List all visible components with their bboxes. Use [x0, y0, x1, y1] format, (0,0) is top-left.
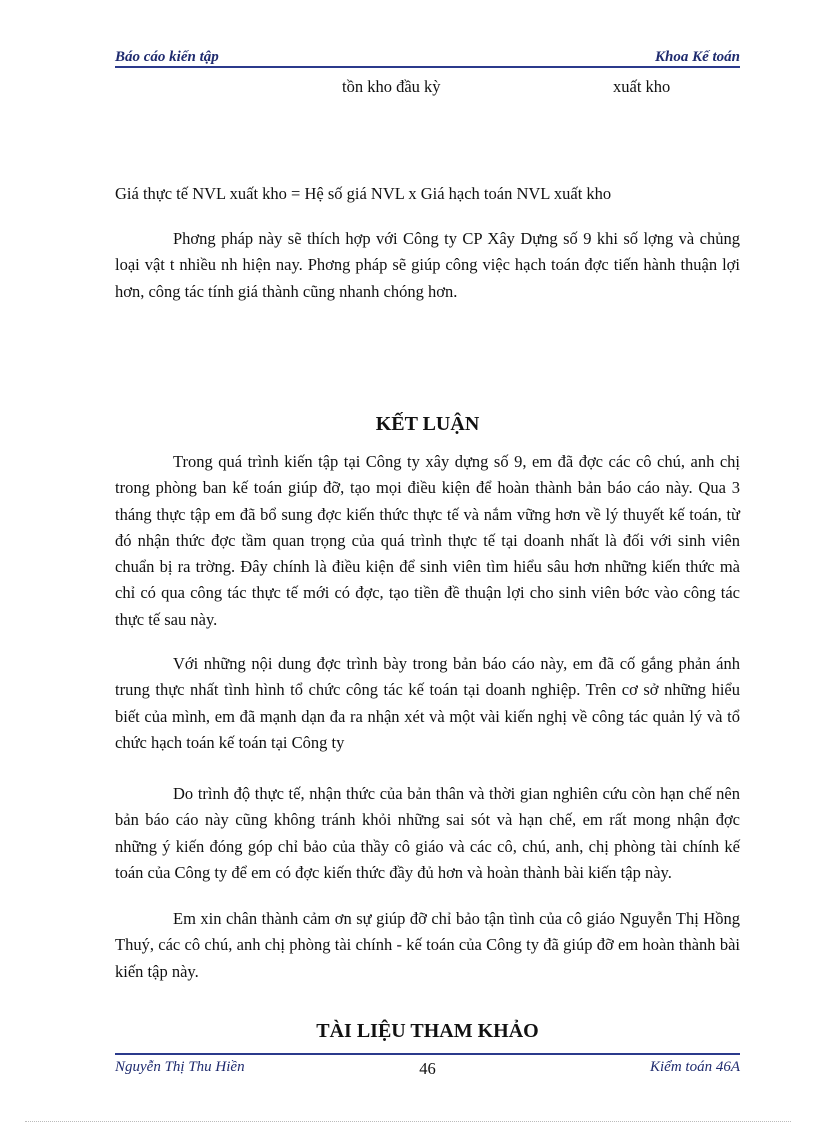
- footer-class: Kiểm toán 46A: [650, 1059, 740, 1075]
- conclusion-paragraph-1: Trong quá trình kiến tập tại Công ty xây dựng số 9, em đã đợc các cô chú, anh chị trong phòng ban kế toán giúp đỡ, tạo mọi điều kiện để hoàn thành bản báo cáo này. Qua 3 tháng thực tập em đã bổ sung đợc kiến thức thực tế và nắm vững hơn về lý thuyết kế toán, từ đó nhận thức đợc tầm quan trọng của quá trình thực tế tại doanh nhất là đối với sinh viên chuẩn bị ra trờng. Đây chính là điều kiện để sinh viên tìm hiểu sâu hơn những kiến thức mà chỉ có qua công tác thực tế mới có đợc, tạo tiền đề thuận lợi cho sinh viên bớc vào công tác thực tế sau này.: [115, 452, 740, 629]
- conclusion-paragraph-2: Với những nội dung đợc trình bày trong bản báo cáo này, em đã cố gắng phản ánh trung thực nhất tình hình tổ chức công tác kế toán tại doanh nghiệp. Trên cơ sở những hiểu biết của mình, em đã mạnh dạn đa ra nhận xét và một vài kiến nghị về công tác quản lý và tổ chức hạch toán kế toán tại Công ty: [115, 654, 740, 752]
- references-title: TÀI LIỆU THAM KHẢO: [316, 1020, 539, 1042]
- page-number: 46: [419, 1059, 436, 1078]
- header-right: Khoa Kế toán: [654, 49, 740, 65]
- header-left: Báo cáo kiến tập: [115, 49, 219, 65]
- formula-top-left: tồn kho đầu kỳ: [342, 77, 441, 96]
- conclusion-paragraph-3: Do trình độ thực tế, nhận thức của bản thân và thời gian nghiên cứu còn hạn chế nên bản báo cáo này cũng không tránh khỏi những sai sót và hạn chế, em rất mong nhận đợc những ý kiến đóng góp chỉ bảo của thầy cô giáo và các cô, chú, anh, chị phòng tài chính kế toán của Công ty để em có đợc kiến thức đầy đủ hơn và hoàn thành bài kiến tập này.: [115, 784, 740, 882]
- footer-author: Nguyễn Thị Thu Hiền: [115, 1059, 245, 1075]
- formula-line: Giá thực tế NVL xuất kho = Hệ số giá NVL x Giá hạch toán NVL xuất kho: [115, 184, 612, 203]
- formula-top-right: xuất kho: [613, 77, 671, 96]
- page-footer: [115, 1053, 740, 1081]
- conclusion-title: KẾT LUẬN: [375, 413, 480, 435]
- page-bottom-rule: [25, 1121, 791, 1122]
- conclusion-paragraph-4: Em xin chân thành cảm ơn sự giúp đỡ chỉ bảo tận tình của cô giáo Nguyễn Thị Hồng Thuý, các cô chú, anh chị phòng tài chính - kế toán của Công ty đã giúp đỡ em hoàn thành bài kiến tập này.: [115, 909, 740, 981]
- page-header: [115, 46, 740, 68]
- intro-paragraph: Phơng pháp này sẽ thích hợp với Công ty CP Xây Dựng số 9 khi số lợng và chủng loại vật t nhiều nh hiện nay. Phơng pháp sẽ giúp công việc hạch toán đợc tiến hành thuận lợi hơn, công tác tính giá thành cũng nhanh chóng hơn.: [115, 229, 740, 301]
